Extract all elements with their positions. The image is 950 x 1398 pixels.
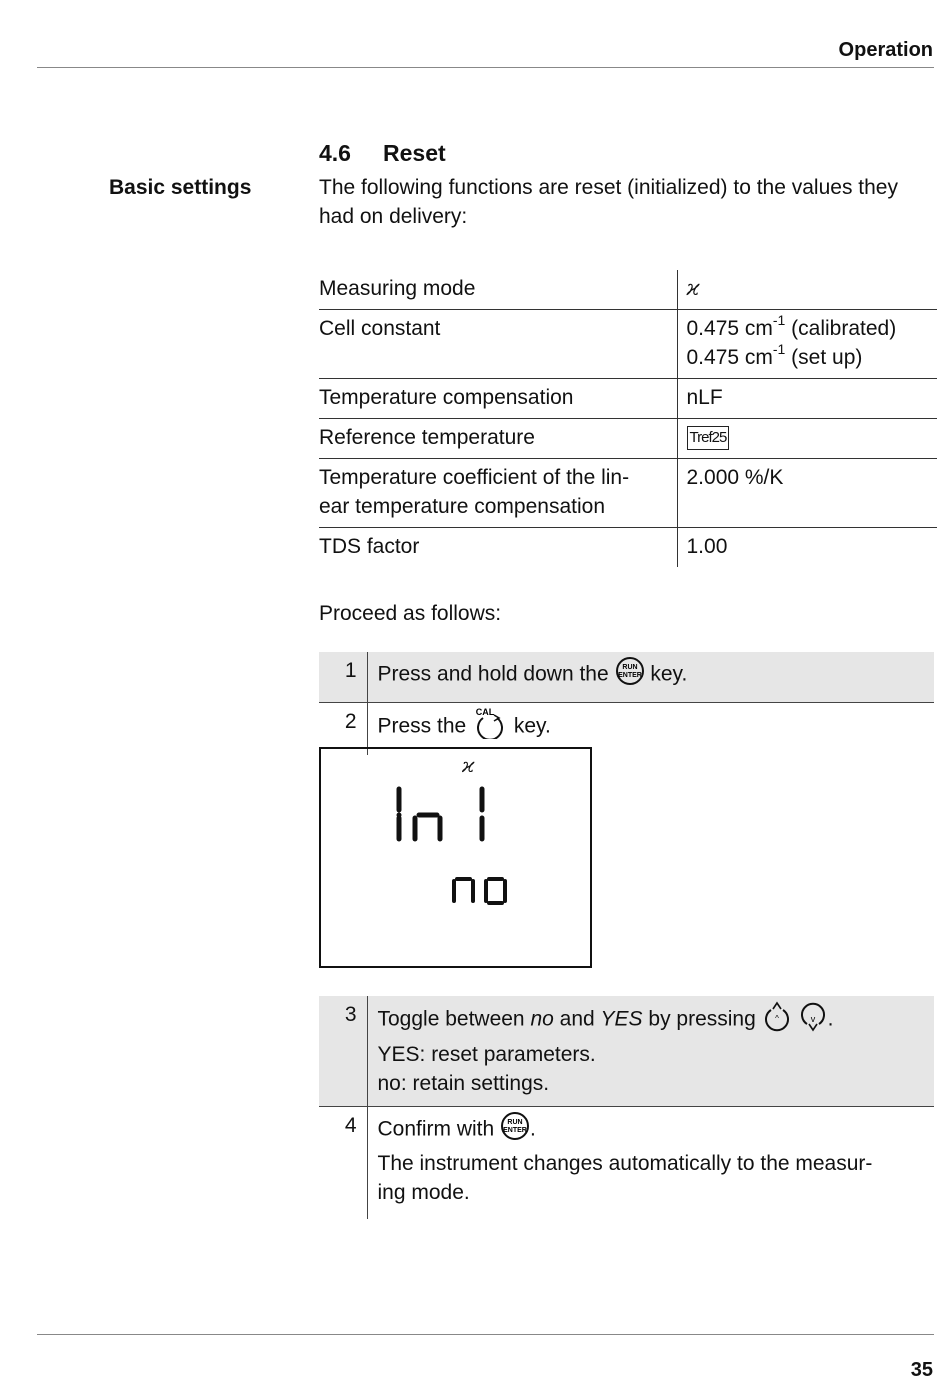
run-enter-key-icon bbox=[615, 656, 645, 694]
svg-text:RUN: RUN bbox=[621, 664, 638, 671]
reset-values-table bbox=[319, 270, 937, 567]
table-row bbox=[319, 310, 937, 379]
step-text: Toggle between no and YES by pressing ^ v . YES: reset parameters. no: retain settings. bbox=[367, 996, 934, 1107]
svg-text:ENTER: ENTER bbox=[503, 1127, 527, 1134]
setting-name: Temperature compensation bbox=[319, 379, 677, 419]
step-row bbox=[319, 652, 934, 703]
section-number: 4.6 bbox=[319, 140, 351, 166]
page-number: 35 bbox=[910, 1359, 933, 1381]
step-text: Confirm with RUN ENTER . The instrument changes automatically to the measur- ing mode. bbox=[367, 1107, 934, 1220]
svg-text:CAL: CAL bbox=[475, 707, 495, 717]
down-key-icon bbox=[798, 1000, 828, 1040]
table-row bbox=[319, 379, 937, 419]
svg-text:ENTER: ENTER bbox=[617, 672, 642, 679]
steps-table-a bbox=[319, 652, 934, 755]
running-header: Operation bbox=[838, 39, 933, 61]
table-row bbox=[319, 528, 937, 568]
intro-paragraph: The following functions are reset (initialized) to the values they had on delivery: bbox=[319, 176, 898, 228]
proceed-text: Proceed as follows: bbox=[319, 602, 502, 625]
up-key-icon bbox=[762, 1000, 792, 1040]
display-sub-segments bbox=[450, 875, 514, 915]
svg-text:RUN: RUN bbox=[507, 1119, 523, 1126]
setting-value: 2.000 %/K bbox=[677, 459, 937, 528]
header-rule bbox=[37, 67, 934, 68]
margin-heading: Basic settings bbox=[109, 176, 252, 199]
display-main-segments bbox=[385, 783, 495, 855]
footer-rule bbox=[37, 1334, 934, 1335]
step-text: Press and hold down the RUN ENTER key. bbox=[367, 652, 934, 703]
svg-text:v: v bbox=[810, 1014, 815, 1024]
setting-value bbox=[677, 419, 937, 459]
table-row bbox=[319, 419, 937, 459]
step-number: 2 bbox=[319, 703, 367, 756]
table-row bbox=[319, 459, 937, 528]
setting-value: nLF bbox=[677, 379, 937, 419]
setting-name: Temperature coefficient of the lin- ear temperature compensation bbox=[319, 459, 677, 528]
setting-name: Measuring mode bbox=[319, 277, 476, 300]
cal-key-icon bbox=[472, 707, 508, 747]
section-title: Reset bbox=[383, 140, 446, 166]
step-number: 4 bbox=[319, 1107, 367, 1220]
step-row bbox=[319, 1107, 934, 1220]
step-text: Press the CAL key. bbox=[367, 703, 934, 756]
setting-value: ϰ bbox=[677, 270, 937, 310]
setting-name: Reference temperature bbox=[319, 419, 677, 459]
setting-value: 0.475 $cm^{-1}$ (calibrated) 0.475 $cm^{-1}$ (set up) bbox=[677, 310, 937, 379]
step-number: 3 bbox=[319, 996, 367, 1107]
step-row bbox=[319, 996, 934, 1107]
instrument-display bbox=[319, 747, 592, 968]
setting-name: Cell constant bbox=[319, 310, 677, 379]
tref25-display-icon: Tref25 bbox=[687, 426, 730, 450]
table-row bbox=[319, 270, 937, 310]
setting-name: TDS factor bbox=[319, 528, 677, 568]
step-number: 1 bbox=[319, 652, 367, 703]
display-mode-symbol: ϰ bbox=[462, 753, 475, 777]
steps-table-b bbox=[319, 996, 934, 1219]
setting-value: 1.00 bbox=[677, 528, 937, 568]
svg-text:^: ^ bbox=[774, 1014, 779, 1023]
run-enter-key-icon bbox=[500, 1111, 530, 1149]
